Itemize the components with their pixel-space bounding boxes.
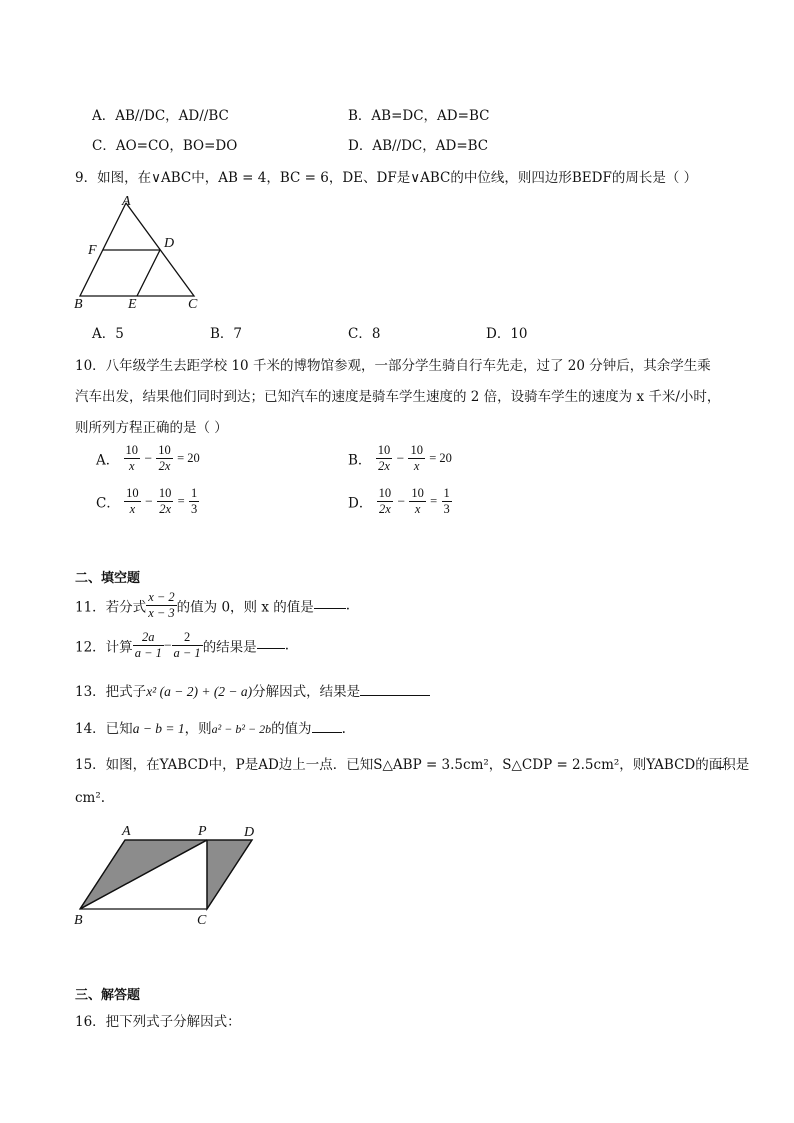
q13-question: 13．把式子x² (a − 2) + (2 − a)分解因式，结果是 — [75, 680, 430, 700]
q15-question-line2: cm². — [75, 790, 106, 806]
q9-option-d: D．10 — [486, 326, 528, 342]
q8-option-b: B．AB=DC，AD=BC — [348, 108, 490, 124]
q15-question-line1: 15．如图，在YABCD中，P是AD边上一点．已知S△ABP = 3.5cm²，S△CDP = 2.5cm²，则YABCD的面积是 — [75, 757, 750, 773]
q15-label-p: P — [198, 824, 207, 839]
q13-answer-blank — [360, 683, 430, 696]
q8-option-c: C．AO=CO，BO=DO — [92, 138, 238, 154]
q10-option-d: D． $\frac{10}{2x}$ − $\frac{10}{x}$ = $\frac{1}{3}$ — [348, 486, 450, 516]
q9-option-b: B．7 — [210, 326, 243, 342]
q10-option-c: C． $\frac{10}{x}$ − $\frac{10}{2x}$ = $\frac{1}{3}$ — [96, 486, 198, 516]
q11-answer-blank — [314, 596, 346, 609]
q9-question-text: 9．如图，在∨ABC中，AB = 4，BC = 6，DE、DF是∨ABC的中位线，则四边形BEDF的周长是（ ） — [75, 170, 698, 186]
q9-label-a: A — [122, 194, 131, 209]
q15-label-d: D — [244, 825, 255, 840]
q14-answer-blank — [312, 720, 342, 733]
q9-label-e: E — [128, 297, 137, 312]
q10-text-line1: 10．八年级学生去距学校 10 千米的博物馆参观，一部分学生骑自行车先走，过了 20 分钟后，其余学生乘 — [75, 358, 711, 374]
q9-option-c: C．8 — [348, 326, 381, 342]
q15-label-b: B — [74, 913, 83, 928]
section-title-solutions: 三、解答题 — [75, 988, 141, 1003]
q8-option-d: D．AB//DC，AD=BC — [348, 138, 489, 154]
q9-triangle-figure — [70, 190, 210, 312]
q12-answer-blank — [257, 636, 285, 649]
section-title-fill-in: 二、填空题 — [75, 571, 141, 586]
q12-question: 12．计算 $\frac{2a}{a - 1}$ − $\frac{2}{a - 1}$ 的结果是 . — [75, 630, 289, 660]
q10-text-line3: 则所列方程正确的是（ ） — [75, 420, 228, 436]
q10-option-a: A． $\frac{10}{x}$ − $\frac{10}{2x}$ = 20 — [96, 443, 200, 473]
q14-question: 14．已知a − b = 1，则a² − b² − 2b的值为 . — [75, 721, 346, 737]
q9-label-c: C — [188, 297, 198, 312]
q9-label-f: F — [88, 243, 97, 258]
q15-answer-blank — [718, 755, 724, 768]
q15-parallelogram-figure — [70, 820, 270, 930]
q16-question: 16．把下列式子分解因式： — [75, 1014, 241, 1030]
q15-label-c: C — [197, 913, 207, 928]
q9-option-a: A．5 — [92, 326, 124, 342]
q10-option-b: B． $\frac{10}{2x}$ − $\frac{10}{x}$ = 20 — [348, 443, 452, 473]
q10-text-line2: 汽车出发，结果他们同时到达；已知汽车的速度是骑车学生速度的 2 倍，设骑车学生的速度为 x 千米/小时， — [75, 389, 721, 405]
q11-question: 11．若分式 $\frac{x - 2}{x - 3}$ 的值为 0，则 x 的值是 . — [75, 590, 351, 620]
q9-label-d: D — [164, 236, 175, 251]
q15-label-a: A — [122, 824, 131, 839]
q8-option-a: A．AB//DC，AD//BC — [92, 108, 229, 124]
q9-label-b: B — [74, 297, 83, 312]
